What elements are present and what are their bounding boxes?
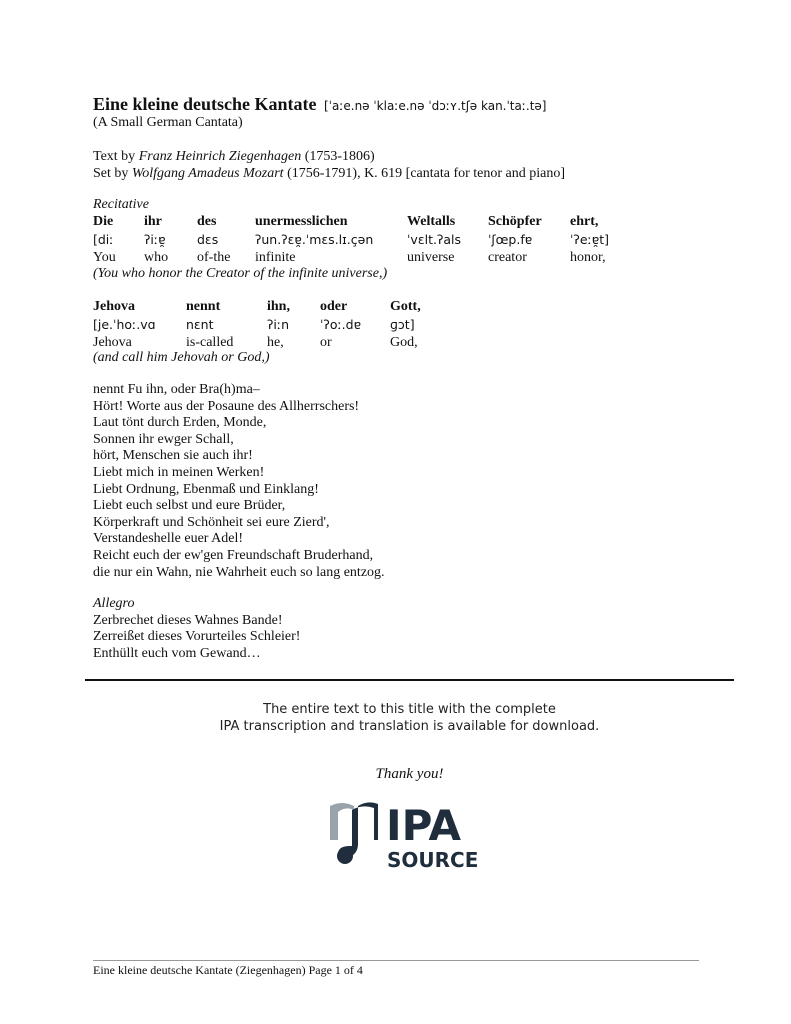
composer-name: Wolfgang Amadeus Mozart: [131, 166, 284, 181]
logo-word-ipa: IPA: [386, 801, 462, 850]
word: Die: [93, 214, 114, 229]
ipa-word: ʔiːɐ̯: [144, 232, 166, 247]
ipa-word: ʔiːn: [267, 317, 289, 332]
word: Weltalls: [407, 214, 456, 229]
gloss-word: You: [93, 250, 116, 265]
verse-line: Reicht euch der ew'gen Freundschaft Bruderhand,: [93, 547, 374, 563]
book-page-icon: [330, 803, 354, 840]
verse-line: Zerbrechet dieses Wahnes Bande!: [93, 612, 283, 628]
logo-word-source: SOURCE: [387, 848, 479, 872]
gloss-word: or: [320, 335, 332, 350]
ipa-word: ˈʔeːɐ̯t]: [570, 232, 609, 247]
thank-you: Thank you!: [375, 766, 444, 782]
download-line: The entire text to this title with the complete: [263, 702, 556, 717]
ipa-word: [diː: [93, 232, 114, 247]
ipa-word: ˈʔoː.dɐ: [320, 317, 362, 332]
gloss-word: universe: [407, 250, 455, 265]
download-notice: [85, 701, 734, 735]
page-footer: Eine kleine deutsche Kantate (Ziegenhagen) Page 1 of 4: [93, 963, 363, 977]
gloss-word: is-called: [186, 335, 234, 350]
gloss-word: creator: [488, 250, 527, 265]
ipa-word: ˈʃœp.fɐ: [488, 232, 533, 247]
gloss-word: Jehova: [93, 335, 132, 350]
set-by-prefix: Set by: [93, 166, 132, 181]
word: oder: [320, 299, 348, 314]
verse-line: Sonnen ihr ewger Schall,: [93, 431, 234, 447]
gloss-word: honor,: [570, 250, 606, 265]
footer-divider: [93, 960, 699, 961]
ipa-word: ʔun.ʔɛɐ̯.ˈmɛs.lɪ.çən: [255, 232, 374, 247]
word: ihr: [144, 214, 162, 229]
translation: (and call him Jehovah or God,): [93, 350, 270, 365]
verse-line: Liebt euch selbst und eure Brüder,: [93, 498, 286, 514]
word: Jehova: [93, 299, 135, 314]
verse-line: Zerreißet dieses Vorurteiles Schleier!: [93, 629, 301, 645]
word: ehrt,: [570, 214, 599, 229]
recitative-heading: Recitative: [93, 197, 149, 212]
word: nennt: [186, 299, 221, 314]
word: Schöpfer: [488, 214, 542, 229]
title-line: [93, 94, 546, 115]
word: unermesslichen: [255, 214, 348, 229]
text-by-prefix: Text by: [93, 149, 139, 164]
verse-line: Liebt Ordnung, Ebenmaß und Einklang!: [93, 481, 319, 497]
word: ihn,: [267, 299, 290, 314]
gloss-word: of-the: [197, 250, 231, 265]
verse-line: nennt Fu ihn, oder Bra(h)ma–: [93, 382, 260, 397]
verse-line: Körperkraft und Schönheit sei eure Zierd',: [93, 514, 330, 530]
note-head-icon: [337, 848, 353, 864]
gloss-word: God,: [390, 335, 418, 350]
ipa-source-logo: [328, 800, 488, 872]
text-by-line: [93, 149, 375, 166]
word: des: [197, 214, 217, 229]
verse-line: hört, Menschen sie auch ihr!: [93, 448, 253, 464]
ipa-word: [je.ˈhoː.vɑ: [93, 317, 156, 332]
title-ipa: [ˈaːe.nə ˈklaːe.nə ˈdɔːʏ.tʃə kan.ˈtaː.tə]: [324, 99, 547, 113]
translation: (You who honor the Creator of the infinite universe,): [93, 266, 388, 281]
page-title: Eine kleine deutsche Kantate: [93, 94, 317, 114]
verse-line: Laut tönt durch Erden, Monde,: [93, 415, 267, 431]
verse-block: [93, 382, 385, 581]
subtitle: (A Small German Cantata): [93, 115, 243, 130]
gloss-word: he,: [267, 335, 284, 350]
divider: [85, 679, 734, 681]
verse-line: die nur ein Wahn, nie Wahrheit euch so lang entzog.: [93, 564, 385, 580]
ipa-word: nɛnt: [186, 317, 214, 332]
gloss-word: who: [144, 250, 169, 265]
allegro-heading: Allegro: [93, 596, 135, 611]
ipa-word: dɛs: [197, 232, 219, 247]
poet-dates: (1753-1806): [301, 149, 375, 164]
poet-name: Franz Heinrich Ziegenhagen: [138, 149, 302, 164]
set-by-line: [93, 166, 565, 183]
verse-line: Enthüllt euch vom Gewand…: [93, 645, 261, 661]
word: Gott,: [390, 299, 421, 314]
composer-details: (1756-1791), K. 619 [cantata for tenor and piano]: [283, 166, 566, 181]
download-line: IPA transcription and translation is available for download.: [219, 719, 600, 734]
verse-line: Liebt mich in meinen Werken!: [93, 464, 265, 480]
ipa-word: ɡɔt]: [390, 317, 415, 332]
ipa-word: ˈvɛlt.ʔals: [407, 232, 461, 247]
allegro-block: [93, 596, 300, 662]
verse-line: Verstandeshelle euer Adel!: [93, 531, 244, 547]
verse-line: Hört! Worte aus der Posaune des Allherrschers!: [93, 398, 360, 414]
gloss-word: infinite: [255, 250, 296, 265]
